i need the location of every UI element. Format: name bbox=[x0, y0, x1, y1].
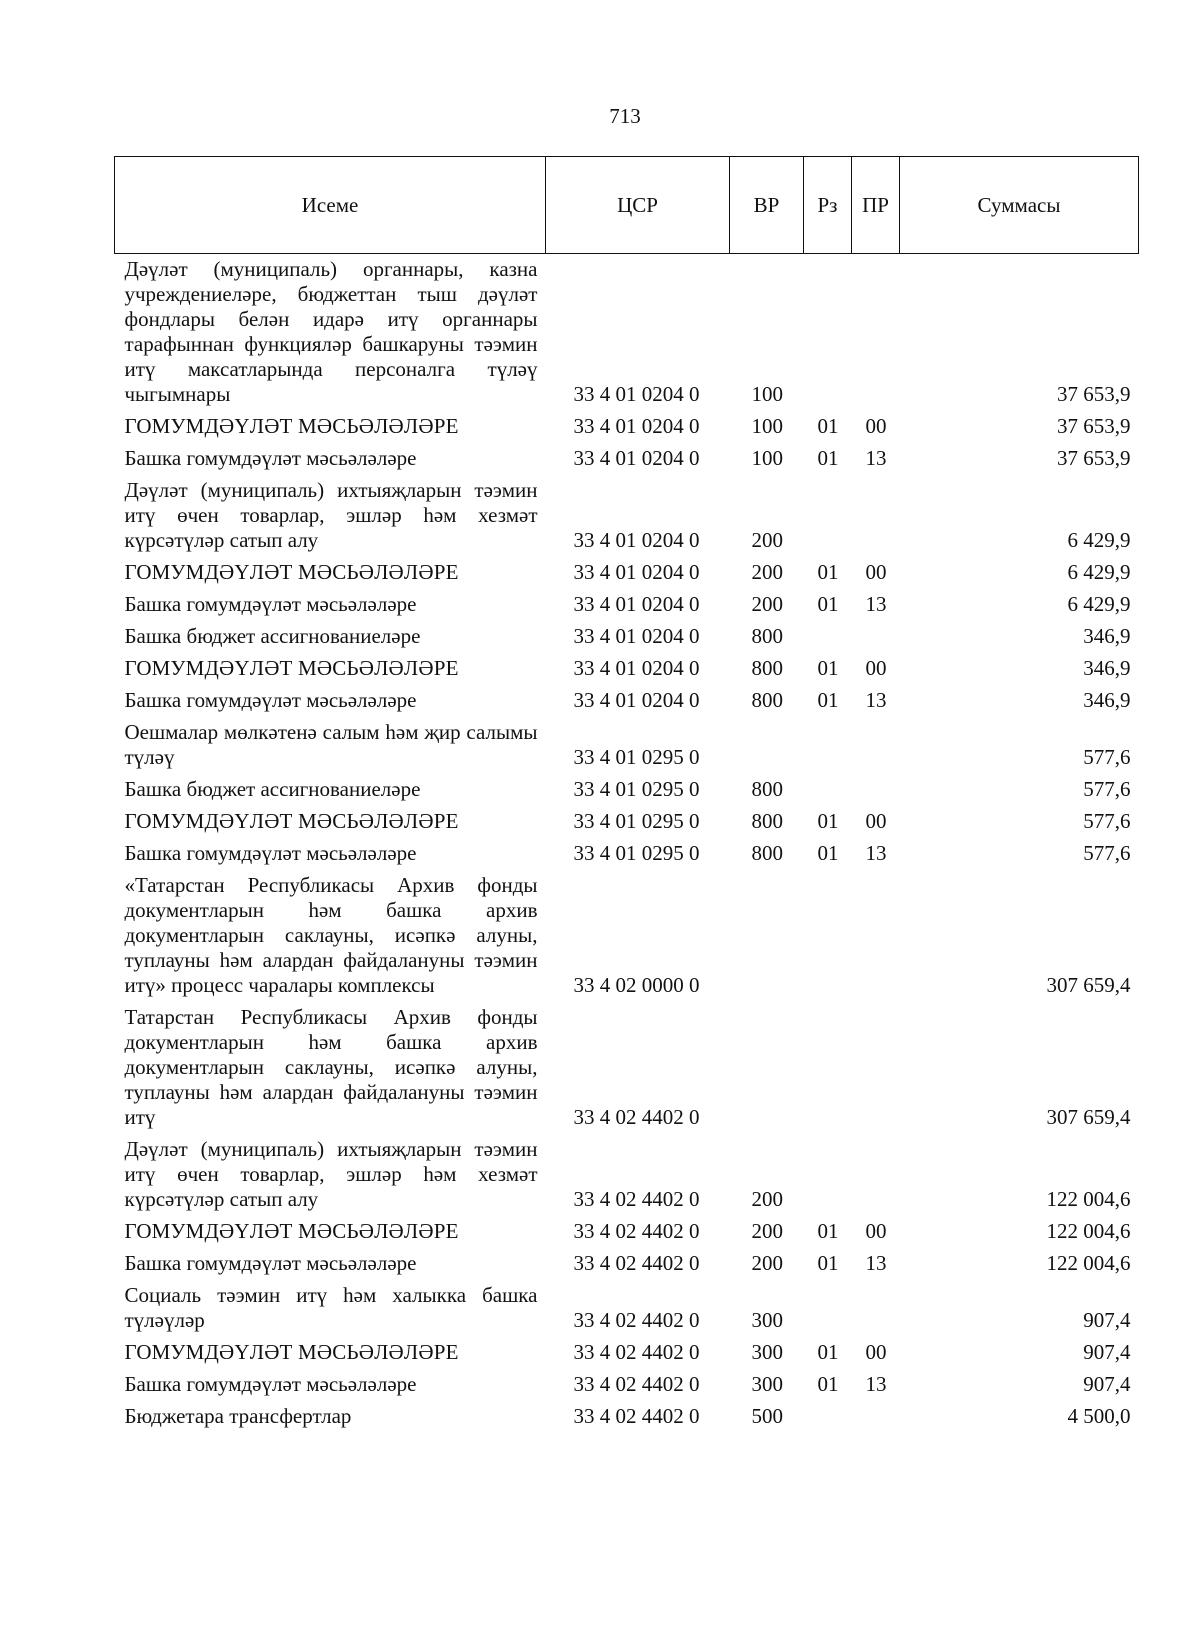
table-row bbox=[115, 1280, 1139, 1337]
cell-csr: 33 4 02 4402 0 bbox=[573, 1340, 700, 1364]
cell-pr bbox=[852, 621, 900, 653]
cell-rz bbox=[804, 717, 852, 774]
cell-csr: 33 4 01 0204 0 bbox=[573, 560, 700, 584]
cell-sum: 346,9 bbox=[1083, 688, 1131, 712]
table-row bbox=[115, 717, 1139, 774]
header-pr: ПР bbox=[852, 157, 900, 254]
cell-rz bbox=[804, 1134, 852, 1216]
cell-rz bbox=[804, 870, 852, 1002]
cell-csr: 33 4 01 0204 0 bbox=[573, 688, 700, 712]
cell-name: Татарстан Республикасы Архив фонды документларын һәм башка архив документларын саклауны, исәпкә алуны, туплауны һәм алардан файдалануны тәэмин итү bbox=[124, 1005, 538, 1129]
cell-vr: 300 bbox=[751, 1372, 783, 1396]
cell-rz: 01 bbox=[817, 841, 839, 865]
table-row bbox=[115, 475, 1139, 557]
cell-sum: 577,6 bbox=[1083, 745, 1131, 769]
table-row bbox=[115, 806, 1139, 838]
cell-vr: 200 bbox=[751, 1251, 783, 1275]
cell-rz: 01 bbox=[817, 809, 839, 833]
cell-vr: 800 bbox=[751, 656, 783, 680]
cell-name: Оешмалар мөлкәтенә салым һәм җир салымы түләү bbox=[124, 720, 538, 769]
cell-csr: 33 4 01 0204 0 bbox=[573, 624, 700, 648]
header-csr: ЦСР bbox=[546, 157, 730, 254]
cell-pr: 00 bbox=[865, 560, 887, 584]
cell-pr bbox=[852, 774, 900, 806]
cell-rz bbox=[804, 1401, 852, 1433]
table-row bbox=[115, 411, 1139, 443]
cell-name: Башка бюджет ассигнованиеләре bbox=[124, 777, 421, 801]
cell-rz bbox=[804, 1280, 852, 1337]
cell-sum: 4 500,0 bbox=[1067, 1404, 1131, 1428]
page-number: 713 bbox=[609, 104, 641, 128]
cell-name: ГОМУМДӘҮЛӘТ МӘСЬӘЛӘЛӘРЕ bbox=[124, 560, 459, 584]
cell-csr: 33 4 01 0295 0 bbox=[573, 745, 700, 769]
table-row bbox=[115, 1134, 1139, 1216]
table-row bbox=[115, 1369, 1139, 1401]
budget-table bbox=[114, 156, 1139, 1433]
cell-csr: 33 4 01 0204 0 bbox=[573, 528, 700, 552]
cell-name: «Татарстан Республикасы Архив фонды документларын һәм башка архив документларын саклауны, исәпкә алуны, туплауны һәм алардан файдалануны тәэмин итү» процесс чаралары комплексы bbox=[124, 873, 538, 997]
cell-csr: 33 4 02 4402 0 bbox=[573, 1219, 700, 1243]
cell-vr: 300 bbox=[751, 1340, 783, 1364]
table-row bbox=[115, 1401, 1139, 1433]
table-row bbox=[115, 774, 1139, 806]
table-row bbox=[115, 589, 1139, 621]
cell-name: ГОМУМДӘҮЛӘТ МӘСЬӘЛӘЛӘРЕ bbox=[124, 1219, 459, 1243]
cell-rz bbox=[804, 621, 852, 653]
cell-rz: 01 bbox=[817, 656, 839, 680]
cell-csr: 33 4 01 0204 0 bbox=[573, 446, 700, 470]
cell-name: Башка гомумдәүләт мәсьәләләре bbox=[124, 446, 417, 470]
cell-sum: 37 653,9 bbox=[1057, 446, 1131, 470]
cell-name: Социаль тәэмин итү һәм халыкка башка түләүләр bbox=[124, 1283, 538, 1332]
cell-vr: 300 bbox=[751, 1308, 783, 1332]
cell-csr: 33 4 02 4402 0 bbox=[573, 1372, 700, 1396]
cell-rz: 01 bbox=[817, 560, 839, 584]
cell-csr: 33 4 02 4402 0 bbox=[573, 1404, 700, 1428]
cell-rz bbox=[804, 475, 852, 557]
cell-pr: 00 bbox=[865, 656, 887, 680]
cell-rz bbox=[804, 254, 852, 412]
cell-sum: 6 429,9 bbox=[1067, 592, 1131, 616]
cell-csr: 33 4 01 0204 0 bbox=[573, 592, 700, 616]
cell-name: ГОМУМДӘҮЛӘТ МӘСЬӘЛӘЛӘРЕ bbox=[124, 1340, 459, 1364]
header-vr: ВР bbox=[730, 157, 804, 254]
cell-csr: 33 4 01 0295 0 bbox=[573, 841, 700, 865]
cell-pr: 13 bbox=[865, 1372, 887, 1396]
cell-vr bbox=[730, 1002, 804, 1134]
cell-rz: 01 bbox=[817, 592, 839, 616]
table-body bbox=[115, 254, 1139, 1434]
table-row bbox=[115, 557, 1139, 589]
table-row bbox=[115, 870, 1139, 1002]
table-row bbox=[115, 838, 1139, 870]
cell-name: ГОМУМДӘҮЛӘТ МӘСЬӘЛӘЛӘРЕ bbox=[124, 656, 459, 680]
cell-vr bbox=[730, 870, 804, 1002]
cell-pr bbox=[852, 475, 900, 557]
cell-csr: 33 4 02 0000 0 bbox=[573, 973, 700, 997]
cell-vr: 200 bbox=[751, 592, 783, 616]
cell-pr bbox=[852, 254, 900, 412]
cell-vr: 200 bbox=[751, 1187, 783, 1211]
cell-rz: 01 bbox=[817, 1372, 839, 1396]
cell-vr: 800 bbox=[751, 688, 783, 712]
cell-name: Дәүләт (муниципаль) ихтыяҗларын тәэмин итү өчен товарлар, эшләр һәм хезмәт күрсәтүләр сатып алу bbox=[124, 478, 538, 552]
cell-name: Башка гомумдәүләт мәсьәләләре bbox=[124, 1251, 417, 1275]
cell-csr: 33 4 01 0204 0 bbox=[573, 656, 700, 680]
cell-name: Дәүләт (муниципаль) органнары, казна учреждениеләре, бюджеттан тыш дәүләт фондлары белән идарә итү органнары тарафыннан функцияләр башкаруны тәэмин итү максатларында персоналга түләү чыгымнары bbox=[124, 257, 538, 406]
cell-pr bbox=[852, 717, 900, 774]
cell-pr bbox=[852, 1280, 900, 1337]
cell-sum: 346,9 bbox=[1083, 656, 1131, 680]
cell-sum: 122 004,6 bbox=[1046, 1219, 1131, 1243]
cell-sum: 907,4 bbox=[1083, 1340, 1131, 1364]
cell-csr: 33 4 02 4402 0 bbox=[573, 1308, 700, 1332]
table-row bbox=[115, 653, 1139, 685]
table-row bbox=[115, 254, 1139, 412]
cell-pr: 00 bbox=[865, 1219, 887, 1243]
cell-sum: 37 653,9 bbox=[1057, 382, 1131, 406]
cell-sum: 6 429,9 bbox=[1067, 560, 1131, 584]
cell-vr: 500 bbox=[751, 1404, 783, 1428]
cell-vr: 100 bbox=[751, 446, 783, 470]
cell-pr bbox=[852, 1401, 900, 1433]
cell-vr: 100 bbox=[751, 414, 783, 438]
cell-csr: 33 4 01 0295 0 bbox=[573, 809, 700, 833]
cell-sum: 577,6 bbox=[1083, 777, 1131, 801]
cell-pr bbox=[852, 1134, 900, 1216]
header-sum: Суммасы bbox=[900, 157, 1139, 254]
cell-sum: 907,4 bbox=[1083, 1308, 1131, 1332]
cell-sum: 307 659,4 bbox=[1046, 1105, 1131, 1129]
cell-csr: 33 4 01 0204 0 bbox=[573, 414, 700, 438]
cell-sum: 122 004,6 bbox=[1046, 1187, 1131, 1211]
cell-sum: 307 659,4 bbox=[1046, 973, 1131, 997]
table-row bbox=[115, 1216, 1139, 1248]
cell-csr: 33 4 02 4402 0 bbox=[573, 1187, 700, 1211]
table-row bbox=[115, 1002, 1139, 1134]
table-row bbox=[115, 443, 1139, 475]
cell-vr: 200 bbox=[751, 528, 783, 552]
table-header-row bbox=[115, 157, 1139, 254]
cell-vr: 800 bbox=[751, 809, 783, 833]
cell-pr: 13 bbox=[865, 841, 887, 865]
cell-sum: 907,4 bbox=[1083, 1372, 1131, 1396]
cell-csr: 33 4 02 4402 0 bbox=[573, 1251, 700, 1275]
cell-rz bbox=[804, 1002, 852, 1134]
cell-name: ГОМУМДӘҮЛӘТ МӘСЬӘЛӘЛӘРЕ bbox=[124, 809, 459, 833]
table-row bbox=[115, 621, 1139, 653]
table-row bbox=[115, 1337, 1139, 1369]
header-name: Исеме bbox=[115, 157, 546, 254]
cell-name: Бюджетара трансфертлар bbox=[124, 1404, 352, 1428]
cell-sum: 577,6 bbox=[1083, 809, 1131, 833]
cell-vr: 200 bbox=[751, 1219, 783, 1243]
cell-sum: 346,9 bbox=[1083, 624, 1131, 648]
cell-name: Башка гомумдәүләт мәсьәләләре bbox=[124, 1372, 417, 1396]
cell-csr: 33 4 02 4402 0 bbox=[573, 1105, 700, 1129]
cell-csr: 33 4 01 0295 0 bbox=[573, 777, 700, 801]
cell-name: Башка гомумдәүләт мәсьәләләре bbox=[124, 841, 417, 865]
cell-pr: 13 bbox=[865, 446, 887, 470]
cell-name: Башка бюджет ассигнованиеләре bbox=[124, 624, 421, 648]
cell-rz: 01 bbox=[817, 446, 839, 470]
cell-sum: 6 429,9 bbox=[1067, 528, 1131, 552]
cell-pr: 00 bbox=[865, 809, 887, 833]
cell-name: Дәүләт (муниципаль) ихтыяҗларын тәэмин итү өчен товарлар, эшләр һәм хезмәт күрсәтүләр сатып алу bbox=[124, 1137, 538, 1211]
cell-vr: 800 bbox=[751, 777, 783, 801]
cell-pr: 00 bbox=[865, 414, 887, 438]
cell-pr: 13 bbox=[865, 592, 887, 616]
cell-csr: 33 4 01 0204 0 bbox=[573, 382, 700, 406]
cell-pr bbox=[852, 870, 900, 1002]
cell-rz bbox=[804, 774, 852, 806]
cell-vr: 100 bbox=[751, 382, 783, 406]
cell-pr: 13 bbox=[865, 688, 887, 712]
cell-rz: 01 bbox=[817, 1251, 839, 1275]
cell-pr bbox=[852, 1002, 900, 1134]
cell-vr bbox=[730, 717, 804, 774]
cell-rz: 01 bbox=[817, 414, 839, 438]
cell-pr: 13 bbox=[865, 1251, 887, 1275]
header-rz: Рз bbox=[804, 157, 852, 254]
cell-name: Башка гомумдәүләт мәсьәләләре bbox=[124, 592, 417, 616]
cell-rz: 01 bbox=[817, 688, 839, 712]
cell-vr: 800 bbox=[751, 841, 783, 865]
cell-rz: 01 bbox=[817, 1340, 839, 1364]
cell-vr: 200 bbox=[751, 560, 783, 584]
cell-vr: 800 bbox=[751, 624, 783, 648]
cell-name: Башка гомумдәүләт мәсьәләләре bbox=[124, 688, 417, 712]
cell-name: ГОМУМДӘҮЛӘТ МӘСЬӘЛӘЛӘРЕ bbox=[124, 414, 459, 438]
table-row bbox=[115, 685, 1139, 717]
table-row bbox=[115, 1248, 1139, 1280]
cell-rz: 01 bbox=[817, 1219, 839, 1243]
cell-pr: 00 bbox=[865, 1340, 887, 1364]
cell-sum: 37 653,9 bbox=[1057, 414, 1131, 438]
cell-sum: 122 004,6 bbox=[1046, 1251, 1131, 1275]
cell-sum: 577,6 bbox=[1083, 841, 1131, 865]
